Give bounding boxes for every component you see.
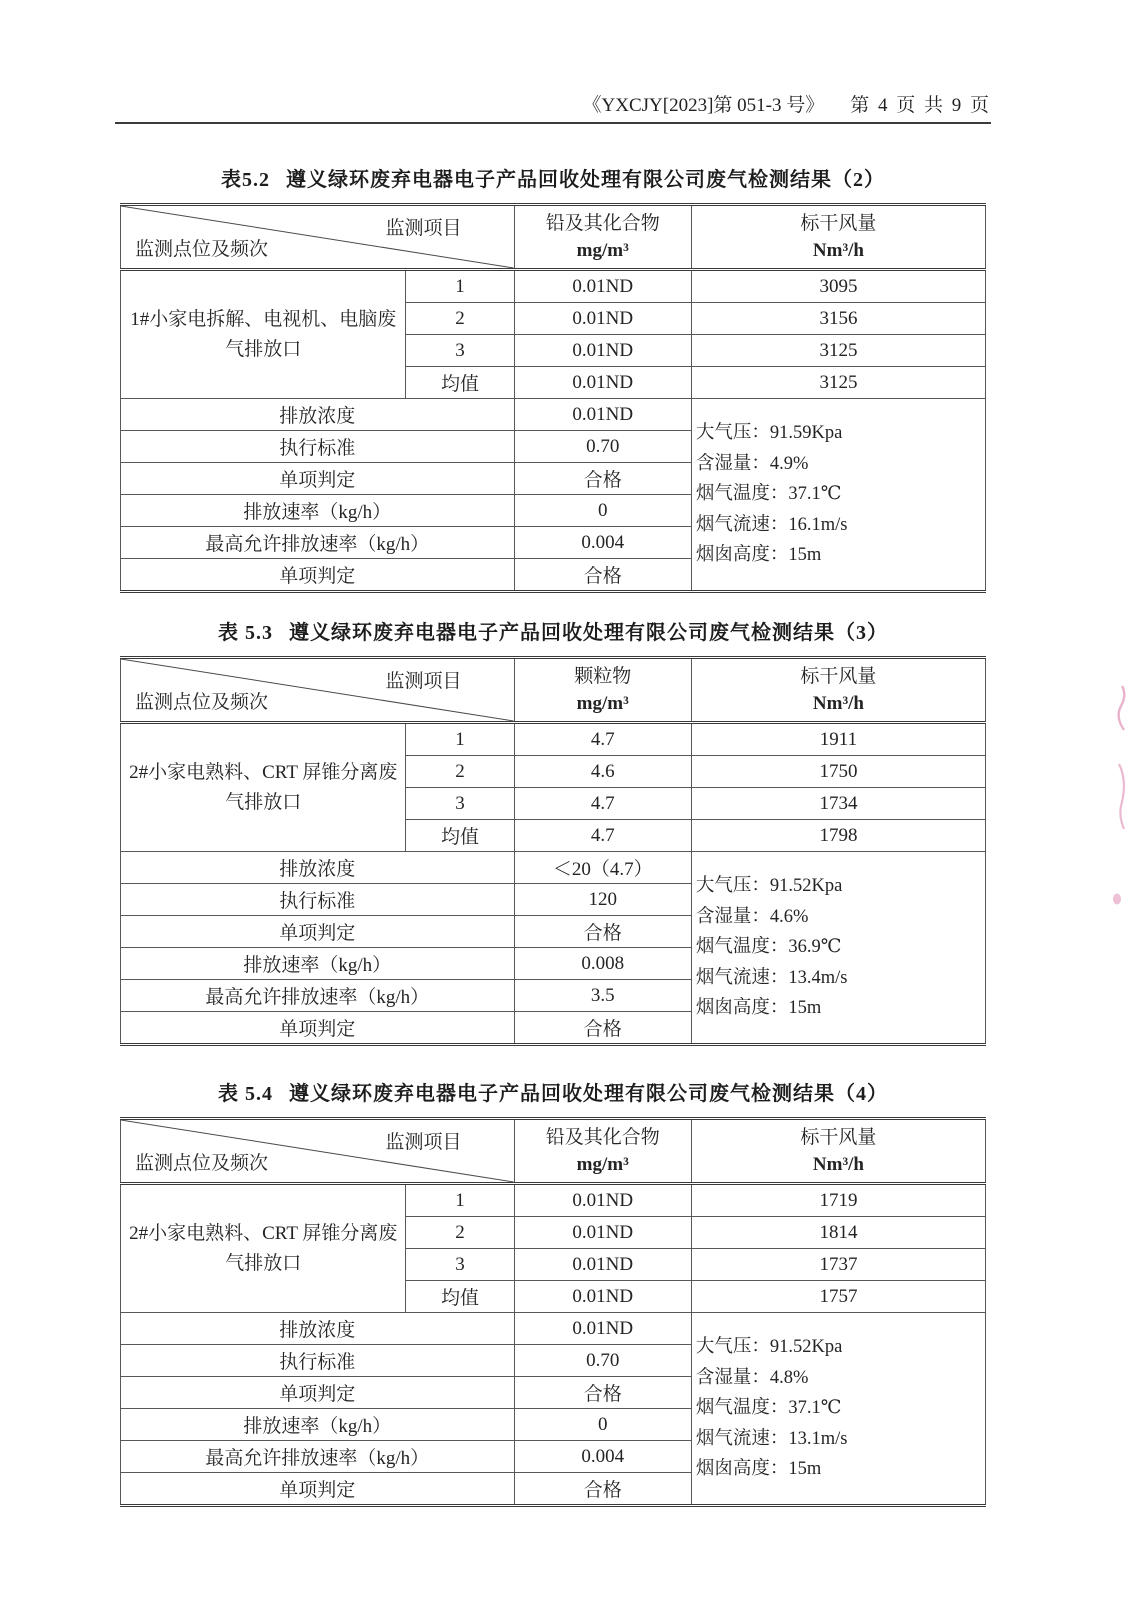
monitoring-point: 2#小家电熟料、CRT 屏锥分离废气排放口 <box>121 723 406 852</box>
flow-column-header <box>691 1119 985 1184</box>
sample-flow: 1719 <box>691 1184 985 1217</box>
sample-index: 2 <box>406 756 514 788</box>
summary-label: 排放速率（kg/h） <box>121 1409 515 1441</box>
condition-line: 含湿量：4.9% <box>695 453 809 474</box>
monitoring-point: 1#小家电拆解、电视机、电脑废气排放口 <box>121 270 406 399</box>
table-caption: 遵义绿环废弃电器电子产品回收处理有限公司废气检测结果（3） <box>289 622 888 644</box>
sample-index: 3 <box>406 335 514 367</box>
condition-line: 大气压：91.52Kpa <box>695 1337 843 1358</box>
sample-index: 3 <box>406 788 514 820</box>
summary-label: 单项判定 <box>121 916 515 948</box>
sample-flow: 3125 <box>691 367 985 399</box>
sample-value: 0.01ND <box>514 303 691 335</box>
sample-flow: 3125 <box>691 335 985 367</box>
emissions-table-5-2 <box>120 203 986 593</box>
summary-value: 合格 <box>514 1012 691 1045</box>
summary-label: 排放浓度 <box>121 1313 515 1345</box>
sample-flow: 3156 <box>691 303 985 335</box>
sample-value: 0.01ND <box>514 270 691 303</box>
pollutant-name: 铅及其化合物 <box>545 213 660 234</box>
sample-index: 2 <box>406 303 514 335</box>
summary-value: 0.01ND <box>514 399 691 431</box>
flow-name: 标干风量 <box>800 213 877 234</box>
summary-value: 合格 <box>514 463 691 495</box>
sample-flow: 1911 <box>691 723 985 756</box>
report-content <box>120 0 986 1507</box>
summary-label: 单项判定 <box>121 1012 515 1045</box>
sample-index: 均值 <box>406 367 514 399</box>
summary-value: 合格 <box>514 1473 691 1506</box>
flow-name: 标干风量 <box>800 666 877 687</box>
flow-column-header <box>691 658 985 723</box>
condition-line: 烟囱高度：15m <box>695 545 822 566</box>
flow-name: 标干风量 <box>800 1127 877 1148</box>
table-5-3-title <box>120 619 986 647</box>
sample-value: 4.7 <box>514 723 691 756</box>
sample-flow: 1798 <box>691 820 985 852</box>
table-caption: 遵义绿环废弃电器电子产品回收处理有限公司废气检测结果（2） <box>286 169 885 191</box>
condition-line: 烟囱高度：15m <box>695 998 822 1019</box>
diagonal-header-cell <box>121 1119 515 1184</box>
sample-index: 1 <box>406 723 514 756</box>
table-row <box>121 399 986 431</box>
corner-label-top: 监测项目 <box>385 1132 462 1153</box>
corner-label-top: 监测项目 <box>385 671 462 692</box>
condition-line: 大气压：91.52Kpa <box>695 876 843 897</box>
document-number: 《YXCJY[2023]第 051-3 号》 <box>582 95 825 116</box>
condition-line: 烟气流速：16.1m/s <box>695 514 848 535</box>
summary-value: 0 <box>514 1409 691 1441</box>
sample-flow: 1757 <box>691 1281 985 1313</box>
pollutant-column-header <box>514 1119 691 1184</box>
sample-index: 1 <box>406 270 514 303</box>
pollutant-unit: mg/m³ <box>576 240 629 261</box>
table-number: 表5.2 <box>221 169 270 191</box>
summary-label: 最高允许排放速率（kg/h） <box>121 980 515 1012</box>
summary-label: 单项判定 <box>121 463 515 495</box>
table-row <box>121 270 986 303</box>
summary-label: 排放浓度 <box>121 852 515 884</box>
summary-value: 0 <box>514 495 691 527</box>
sample-index: 2 <box>406 1217 514 1249</box>
flow-unit: Nm³/h <box>812 693 864 714</box>
ink-mark <box>1098 678 1131 918</box>
summary-label: 执行标准 <box>121 884 515 916</box>
sample-flow: 1737 <box>691 1249 985 1281</box>
stack-conditions <box>691 1313 985 1506</box>
summary-value: 120 <box>514 884 691 916</box>
diagonal-header-cell <box>121 658 515 723</box>
table-number: 表 5.4 <box>218 1083 273 1105</box>
table-row <box>121 1313 986 1345</box>
sample-value: 0.01ND <box>514 1249 691 1281</box>
summary-value: 0.70 <box>514 431 691 463</box>
summary-value: 3.5 <box>514 980 691 1012</box>
summary-value: 0.004 <box>514 1441 691 1473</box>
condition-line: 含湿量：4.6% <box>695 906 809 927</box>
sample-value: 0.01ND <box>514 335 691 367</box>
stack-conditions <box>691 399 985 592</box>
summary-value: 0.01ND <box>514 1313 691 1345</box>
summary-value: 0.008 <box>514 948 691 980</box>
summary-label: 单项判定 <box>121 1377 515 1409</box>
condition-line: 烟气流速：13.4m/s <box>695 967 848 988</box>
sample-index: 均值 <box>406 1281 514 1313</box>
pollutant-unit: mg/m³ <box>576 1154 629 1175</box>
pollutant-column-header <box>514 658 691 723</box>
summary-label: 执行标准 <box>121 431 515 463</box>
flow-unit: Nm³/h <box>812 1154 864 1175</box>
corner-label-bottom: 监测点位及频次 <box>135 239 269 260</box>
sample-value: 4.7 <box>514 788 691 820</box>
table-row <box>121 723 986 756</box>
table-row <box>121 1184 986 1217</box>
stack-conditions <box>691 852 985 1045</box>
sample-value: 0.01ND <box>514 1184 691 1217</box>
summary-value: 合格 <box>514 916 691 948</box>
condition-line: 烟气温度：37.1℃ <box>695 484 842 505</box>
pollutant-name: 颗粒物 <box>574 666 632 687</box>
table-5-2-title <box>120 166 986 194</box>
sample-value: 4.6 <box>514 756 691 788</box>
corner-label-bottom: 监测点位及频次 <box>135 692 269 713</box>
summary-label: 单项判定 <box>121 1473 515 1506</box>
condition-line: 烟气温度：37.1℃ <box>695 1398 842 1419</box>
flow-unit: Nm³/h <box>812 240 864 261</box>
sample-value: 0.01ND <box>514 1281 691 1313</box>
corner-label-top: 监测项目 <box>385 218 462 239</box>
condition-line: 烟气温度：36.9℃ <box>695 937 842 958</box>
emissions-table-5-3 <box>120 656 986 1046</box>
summary-label: 单项判定 <box>121 559 515 592</box>
summary-label: 最高允许排放速率（kg/h） <box>121 527 515 559</box>
monitoring-point: 2#小家电熟料、CRT 屏锥分离废气排放口 <box>121 1184 406 1313</box>
table-caption: 遵义绿环废弃电器电子产品回收处理有限公司废气检测结果（4） <box>289 1083 888 1105</box>
summary-label: 排放速率（kg/h） <box>121 948 515 980</box>
flow-column-header <box>691 205 985 270</box>
sample-value: 0.01ND <box>514 1217 691 1249</box>
sample-flow: 1750 <box>691 756 985 788</box>
pollutant-unit: mg/m³ <box>576 693 629 714</box>
sample-flow: 3095 <box>691 270 985 303</box>
table-number: 表 5.3 <box>218 622 273 644</box>
sample-index: 均值 <box>406 820 514 852</box>
sample-value: 0.01ND <box>514 367 691 399</box>
page-number: 第 4 页 共 9 页 <box>850 95 991 116</box>
summary-value: 0.004 <box>514 527 691 559</box>
condition-line: 大气压：91.59Kpa <box>695 423 843 444</box>
summary-label: 执行标准 <box>121 1345 515 1377</box>
pollutant-column-header <box>514 205 691 270</box>
emissions-table-5-4 <box>120 1117 986 1507</box>
summary-label: 排放速率（kg/h） <box>121 495 515 527</box>
sample-flow: 1814 <box>691 1217 985 1249</box>
summary-value: ＜20（4.7） <box>514 852 691 884</box>
sample-index: 1 <box>406 1184 514 1217</box>
summary-value: 0.70 <box>514 1345 691 1377</box>
summary-value: 合格 <box>514 559 691 592</box>
summary-value: 合格 <box>514 1377 691 1409</box>
summary-label: 排放浓度 <box>121 399 515 431</box>
diagonal-header-cell <box>121 205 515 270</box>
summary-label: 最高允许排放速率（kg/h） <box>121 1441 515 1473</box>
table-row <box>121 852 986 884</box>
sample-value: 4.7 <box>514 820 691 852</box>
corner-label-bottom: 监测点位及频次 <box>135 1153 269 1174</box>
condition-line: 烟囱高度：15m <box>695 1459 822 1480</box>
pollutant-name: 铅及其化合物 <box>545 1127 660 1148</box>
sample-flow: 1734 <box>691 788 985 820</box>
sample-index: 3 <box>406 1249 514 1281</box>
condition-line: 烟气流速：13.1m/s <box>695 1428 848 1449</box>
condition-line: 含湿量：4.8% <box>695 1367 809 1388</box>
table-5-4-title <box>120 1080 986 1108</box>
